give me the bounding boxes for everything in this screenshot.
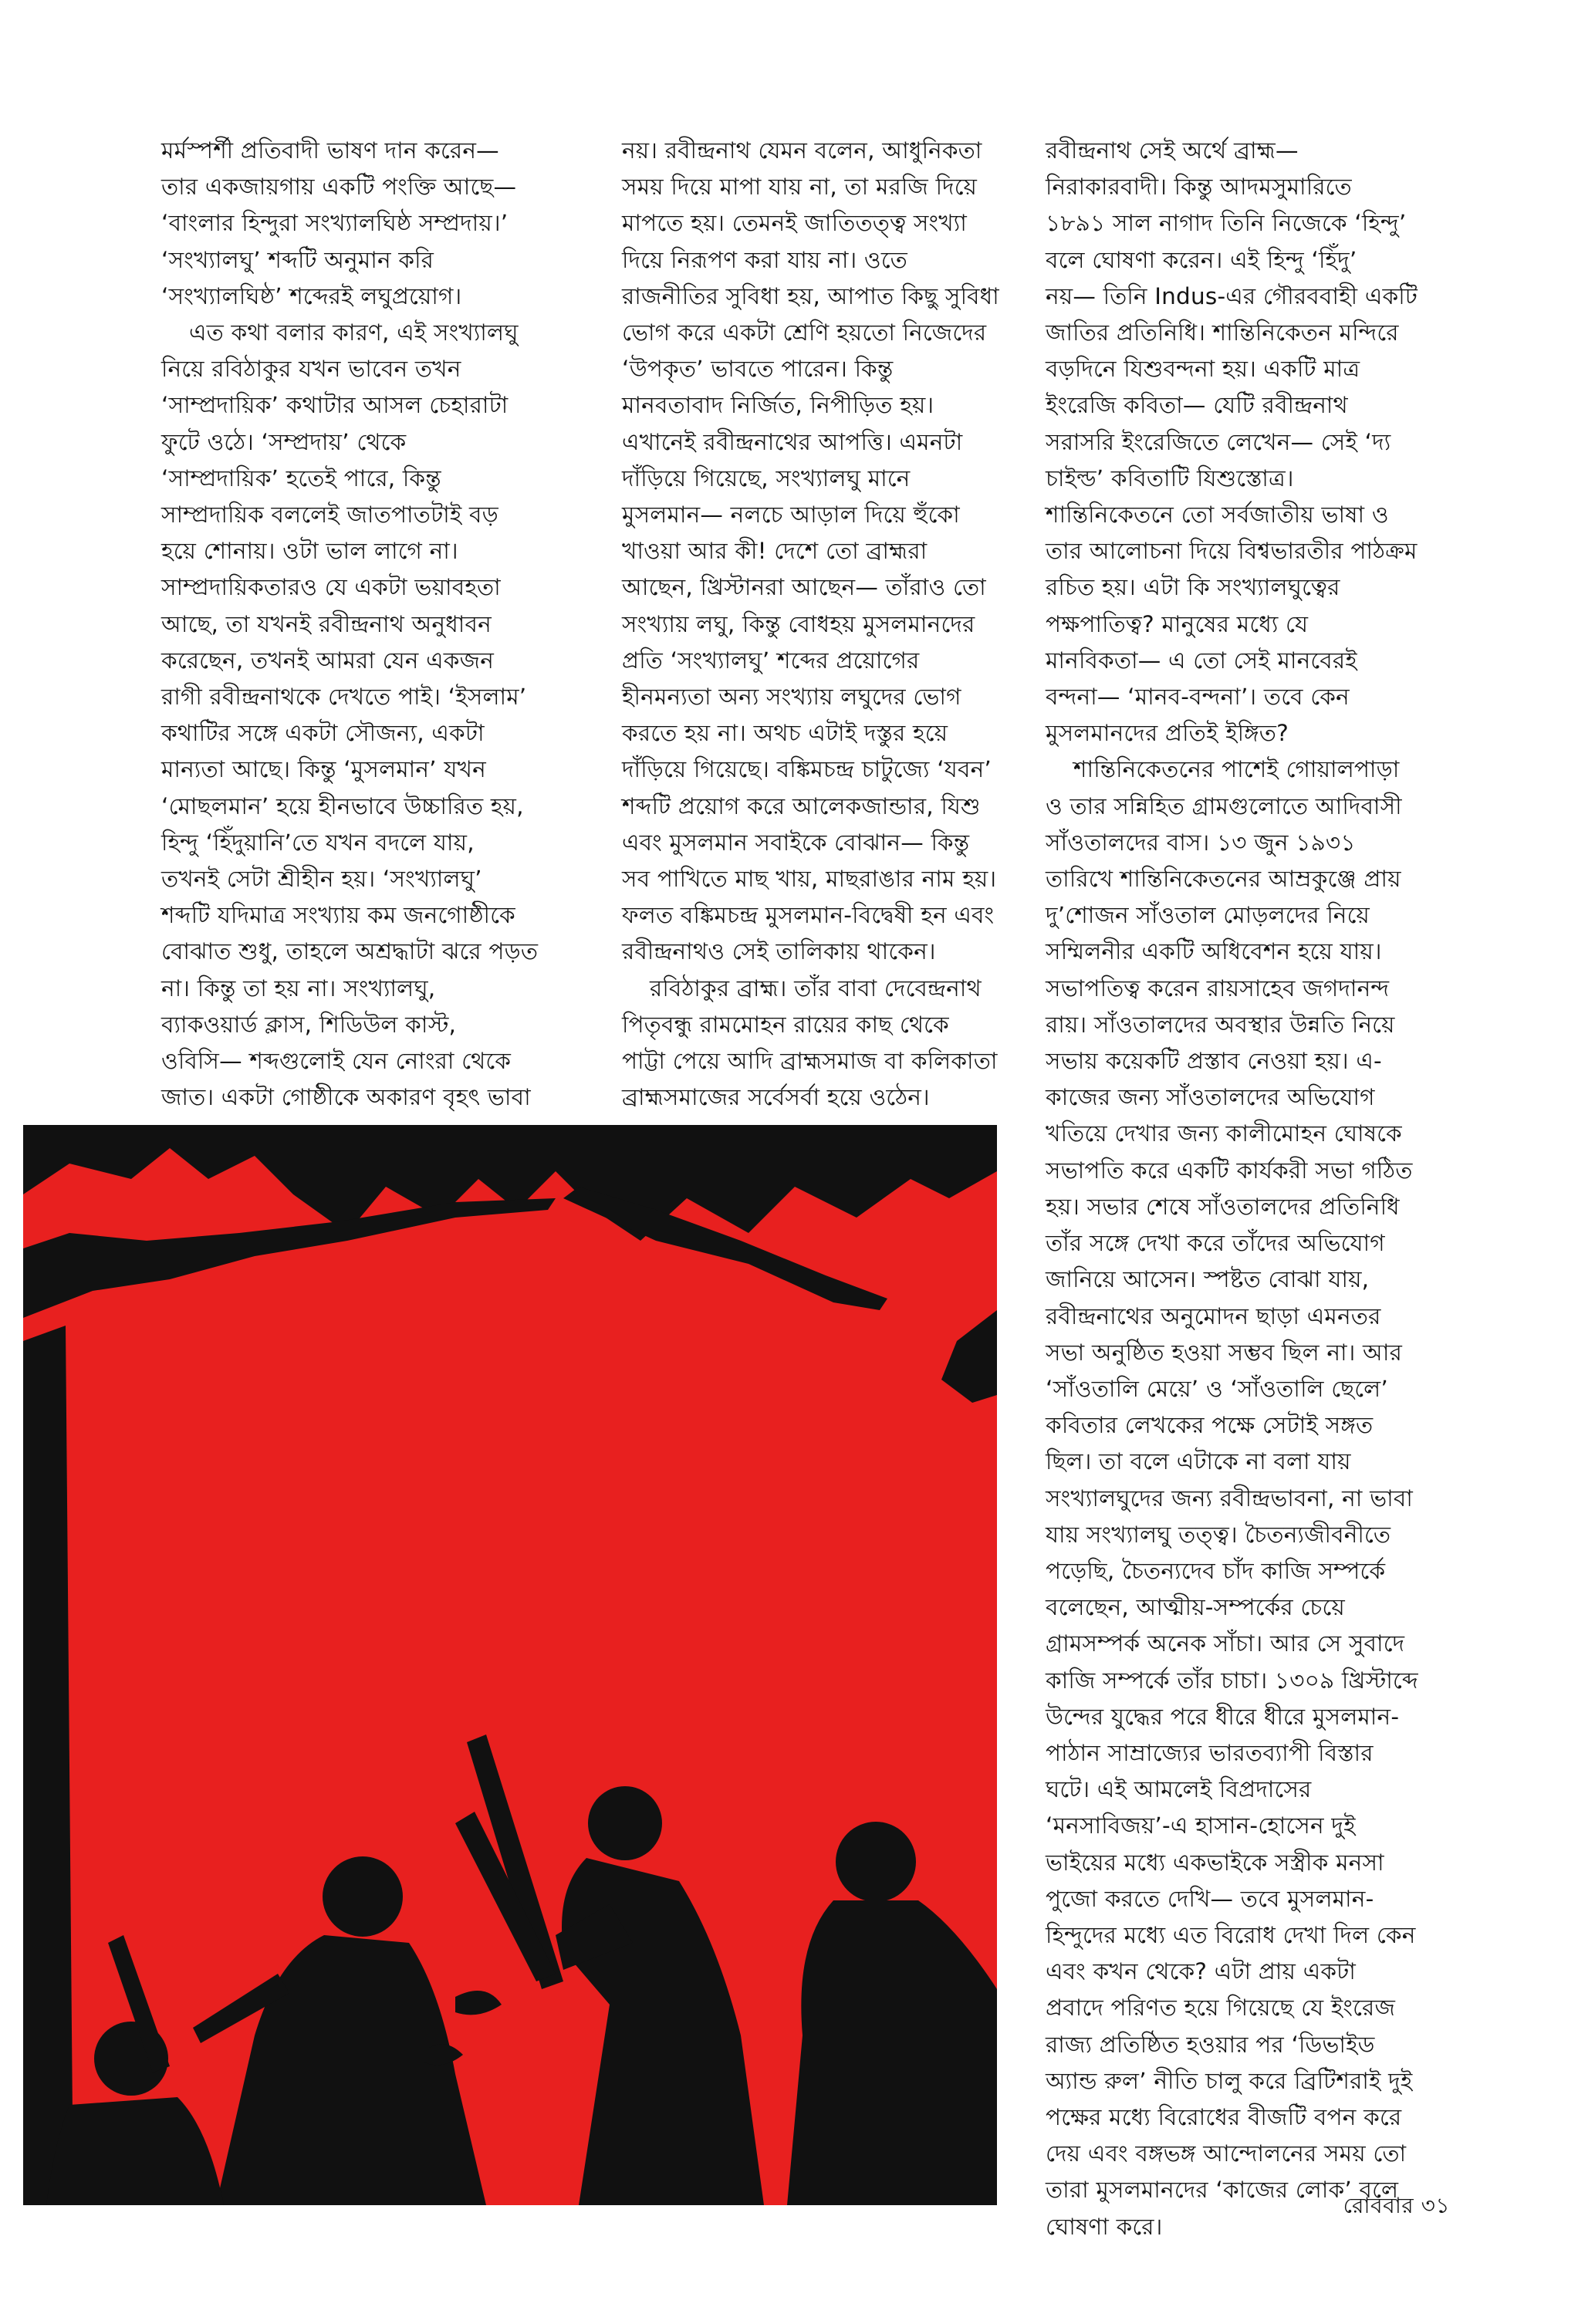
article-line: এবং মুসলমান সবাইকে বোঝান— কিন্তু	[622, 829, 970, 856]
article-column-3	[1046, 133, 1447, 2245]
article-line: সম্মিলনীর একটি অধিবেশন হয়ে যায়।	[1046, 938, 1382, 965]
article-line: নয়। রবীন্দ্রনাথ যেমন বলেন, আধুনিকতা	[622, 137, 982, 164]
article-line: দাঁড়িয়ে গিয়েছে, সংখ্যালঘু মানে	[622, 464, 911, 491]
article-line: দেয় এবং বঙ্গভঙ্গ আন্দোলনের সময় তো	[1046, 2140, 1407, 2167]
article-line: ব্রাহ্মসমাজের সর্বেসর্বা হয়ে ওঠেন।	[622, 1084, 930, 1111]
article-line: পাট্টা পেয়ে আদি ব্রাহ্মসমাজ বা কলিকাতা	[622, 1048, 998, 1075]
article-line: পক্ষপাতিত্ব? মানুষের মধ্যে যে	[1046, 610, 1309, 637]
article-line: সাম্প্রদায়িকতারও যে একটা ভয়াবহতা	[161, 574, 501, 601]
article-line: রাগী রবীন্দ্রনাথকে দেখতে পাই। ‘ইসলাম’	[161, 684, 527, 711]
article-line: কবিতার লেখকের পক্ষে সেটাই সঙ্গত	[1046, 1412, 1374, 1439]
crowd-illustration	[23, 1125, 997, 2205]
article-line: ইংরেজি কবিতা— যেটি রবীন্দ্রনাথ	[1046, 392, 1348, 419]
article-line: হয়ে শোনায়। ওটা ভাল লাগে না।	[161, 538, 458, 565]
article-line: বোঝাত শুধু, তাহলে অশ্রদ্ধাটা ঝরে পড়ত	[161, 938, 539, 965]
article-line: ‘সাঁওতালি মেয়ে’ ও ‘সাঁওতালি ছেলে’	[1046, 1375, 1388, 1402]
article-line: সভাপতি করে একটি কার্যকরী সভা গঠিত	[1046, 1157, 1413, 1184]
article-line: রবিঠাকুর ব্রাহ্ম। তাঁর বাবা দেবেন্দ্রনাথ	[650, 975, 982, 1002]
article-line: ভাইয়ের মধ্যে একভাইকে সস্ত্রীক মনসা	[1046, 1849, 1384, 1876]
article-line: হয়। সভার শেষে সাঁওতালদের প্রতিনিধি	[1046, 1193, 1400, 1220]
article-line: পক্ষের মধ্যে বিরোধের বীজটি বপন করে	[1046, 2103, 1402, 2130]
article-line: রাজ্য প্রতিষ্ঠিত হওয়ার পর ‘ডিভাইড	[1046, 2031, 1375, 2058]
article-line: ব্যাকওয়ার্ড ক্লাস, শিডিউল কাস্ট,	[161, 1011, 457, 1038]
article-line: খতিয়ে দেখার জন্য কালীমোহন ঘোষকে	[1046, 1120, 1402, 1147]
article-line: শব্দটি প্রয়োগ করে আলেকজান্ডার, যিশু	[622, 792, 981, 819]
article-line: তার আলোচনা দিয়ে বিশ্বভারতীর পাঠক্রম	[1046, 538, 1418, 565]
article-line: ‘সংখ্যালঘিষ্ঠ’ শব্দেরই লঘুপ্রয়োগ।	[161, 282, 462, 309]
article-line: হিন্দুদের মধ্যে এত বিরোধ দেখা দিল কেন	[1046, 1921, 1416, 1948]
article-line: সভা অনুষ্ঠিত হওয়া সম্ভব ছিল না। আর	[1046, 1339, 1403, 1366]
article-line: ভোগ করে একটা শ্রেণি হয়তো নিজেদের	[622, 319, 987, 346]
article-line: এখানেই রবীন্দ্রনাথের আপত্তি। এমনটা	[622, 428, 963, 455]
article-line: ‘সংখ্যালঘু’ শব্দটি অনুমান করি	[161, 246, 434, 273]
article-line: মুসলমান— নলচে আড়াল দিয়ে হুঁকো	[622, 502, 960, 529]
article-line: পিতৃবন্ধু রামমোহন রায়ের কাছ থেকে	[622, 1011, 949, 1038]
article-line: সরাসরি ইংরেজিতে লেখেন— সেই ‘দ্য	[1046, 428, 1391, 455]
article-line: জানিয়ে আসেন। স্পষ্টত বোঝা যায়,	[1046, 1266, 1370, 1293]
article-line: ফুটে ওঠে। ‘সম্প্রদায়’ থেকে	[161, 428, 407, 455]
article-line: আছে, তা যখনই রবীন্দ্রনাথ অনুধাবন	[161, 610, 492, 637]
article-line: প্রতি ‘সংখ্যালঘু’ শব্দের প্রয়োগের	[622, 647, 920, 674]
article-line: জাত। একটা গোষ্ঠীকে অকারণ বৃহৎ ভাবা	[161, 1084, 531, 1111]
article-line: নয়— তিনি Indus-এর গৌরববাহী একটি	[1046, 282, 1418, 309]
article-line: ‘মনসাবিজয়’-এ হাসান-হোসেন দুই	[1046, 1812, 1356, 1839]
article-line: মান্যতা আছে। কিন্তু ‘মুসলমান’ যখন	[161, 756, 486, 783]
article-line: বলে ঘোষণা করেন। এই হিন্দু ‘হিঁদু’	[1046, 246, 1357, 273]
article-line: ফলত বঙ্কিমচন্দ্র মুসলমান-বিদ্বেষী হন এবং	[622, 902, 995, 929]
article-line: হিন্দু ‘হিঁদুয়ানি’তে যখন বদলে যায়,	[161, 829, 475, 856]
article-line: কাজি সম্পর্কে তাঁর চাচা। ১৩০৯ খ্রিস্টাব্দে	[1046, 1667, 1418, 1694]
article-line: সাঁওতালদের বাস। ১৩ জুন ১৯৩১	[1046, 829, 1356, 856]
article-line: রবীন্দ্রনাথও সেই তালিকায় থাকেন।	[622, 938, 936, 965]
article-line: গ্রামসম্পর্ক অনেক সাঁচা। আর সে সুবাদে	[1046, 1630, 1405, 1657]
article-line: মানবিকতা— এ তো সেই মানবেরই	[1046, 647, 1357, 674]
article-line: মাপতে হয়। তেমনই জাতিতত্ত্ব সংখ্যা	[622, 210, 967, 237]
article-line: রবীন্দ্রনাথ সেই অর্থে ব্রাহ্ম—	[1046, 137, 1299, 164]
article-line: আছেন, খ্রিস্টানরা আছেন— তাঁরাও তো	[622, 574, 986, 601]
article-line: করেছেন, তখনই আমরা যেন একজন	[161, 647, 495, 674]
article-line: বড়দিনে যিশুবন্দনা হয়। একটি মাত্র	[1046, 356, 1360, 383]
article-line: ‘সাম্প্রদায়িক’ কথাটার আসল চেহারাটা	[161, 392, 509, 419]
article-line: সব পাখিতে মাছ খায়, মাছরাঙার নাম হয়।	[622, 866, 997, 893]
article-line: না। কিন্তু তা হয় না। সংখ্যালঘু,	[161, 975, 436, 1002]
article-line: মুসলমানদের প্রতিই ইঙ্গিত?	[1046, 720, 1289, 747]
article-line: তাঁর সঙ্গে দেখা করে তাঁদের অভিযোগ	[1046, 1230, 1385, 1257]
article-line: কথাটির সঙ্গে একটা সৌজন্য, একটা	[161, 720, 485, 747]
article-line: সভায় কয়েকটি প্রস্তাব নেওয়া হয়। এ-	[1046, 1048, 1382, 1075]
article-line: তখনই সেটা শ্রীহীন হয়। ‘সংখ্যালঘু’	[161, 866, 482, 893]
page-folio: রোববার ৩১	[1343, 2193, 1450, 2218]
article-line: রচিত হয়। এটা কি সংখ্যালঘুত্বের	[1046, 574, 1340, 601]
article-line: পাঠান সাম্রাজ্যের ভারতব্যাপী বিস্তার	[1046, 1739, 1374, 1766]
article-line: ‘সাম্প্রদায়িক’ হতেই পারে, কিন্তু	[161, 464, 441, 491]
article-line: করতে হয় না। অথচ এটাই দস্তুর হয়ে	[622, 720, 948, 747]
article-line: বলেছেন, আত্মীয়-সম্পর্কের চেয়ে	[1046, 1594, 1345, 1621]
article-line: ১৮৯১ সাল নাগাদ তিনি নিজেকে ‘হিন্দু’	[1046, 210, 1407, 237]
article-line: ছিল। তা বলে এটাকে না বলা যায়	[1046, 1448, 1351, 1475]
article-line: ঘটে। এই আমলেই বিপ্রদাসের	[1046, 1776, 1312, 1803]
article-line: পুজো করতে দেখি— তবে মুসলমান-	[1046, 1885, 1374, 1912]
article-line: নিয়ে রবিঠাকুর যখন ভাবেন তখন	[161, 356, 461, 383]
article-line: জাতির প্রতিনিধি। শান্তিনিকেতন মন্দিরে	[1046, 319, 1399, 346]
article-line: মানবতাবাদ নির্জিত, নিপীড়িত হয়।	[622, 392, 934, 419]
article-line: চাইল্ড’ কবিতাটি যিশুস্তোত্র।	[1046, 464, 1294, 491]
article-line: শান্তিনিকেতনে তো সর্বজাতীয় ভাষা ও	[1046, 502, 1389, 529]
article-line: তার একজায়গায় একটি পংক্তি আছে—	[161, 174, 517, 201]
article-line: দিয়ে নিরূপণ করা যায় না। ওতে	[622, 246, 908, 273]
article-line: ওবিসি— শব্দগুলোই যেন নোংরা থেকে	[161, 1048, 512, 1075]
article-line: সভাপতিত্ব করেন রায়সাহেব জগদানন্দ	[1046, 975, 1390, 1002]
article-line: ‘বাংলার হিন্দুরা সংখ্যালঘিষ্ঠ সম্প্রদায়।’	[161, 210, 509, 237]
article-line: উন্দের যুদ্ধের পরে ধীরে ধীরে মুসলমান-	[1046, 1703, 1400, 1730]
article-line: শান্তিনিকেতনের পাশেই গোয়ালপাড়া	[1073, 756, 1400, 783]
article-line: কাজের জন্য সাঁওতালদের অভিযোগ	[1046, 1084, 1375, 1111]
article-line: নিরাকারবাদী। কিন্তু আদমসুমারিতে	[1046, 174, 1352, 201]
article-line: দু’শোজন সাঁওতাল মোড়লদের নিয়ে	[1046, 902, 1370, 929]
article-line: মর্মস্পর্শী প্রতিবাদী ভাষণ দান করেন—	[161, 137, 499, 164]
article-line: তারা মুসলমানদের ‘কাজের লোক’ বলে	[1046, 2177, 1399, 2204]
article-line: সময় দিয়ে মাপা যায় না, তা মরজি দিয়ে	[622, 174, 978, 201]
article-line: প্রবাদে পরিণত হয়ে গিয়েছে যে ইংরেজ	[1046, 1995, 1396, 2022]
article-line: রায়। সাঁওতালদের অবস্থার উন্নতি নিয়ে	[1046, 1011, 1395, 1038]
article-column-1	[161, 133, 563, 1116]
article-line: সাম্প্রদায়িক বললেই জাতপাতটাই বড়	[161, 502, 498, 529]
article-line: তারিখে শান্তিনিকেতনের আম্রকুঞ্জে প্রায়	[1046, 866, 1401, 893]
article-column-2	[622, 133, 1023, 1116]
article-line: ঘোষণা করে।	[1046, 2213, 1163, 2240]
article-line: এবং কখন থেকে? এটা প্রায় একটা	[1046, 1958, 1357, 1985]
article-line: ‘উপকৃত’ ভাবতে পারেন। কিন্তু	[622, 356, 894, 383]
article-line: শব্দটি যদিমাত্র সংখ্যায় কম জনগোষ্ঠীকে	[161, 902, 515, 929]
article-line: রবীন্দ্রনাথের অনুমোদন ছাড়া এমনতর	[1046, 1302, 1381, 1329]
article-line: বন্দনা— ‘মানব-বন্দনা’। তবে কেন	[1046, 684, 1350, 711]
article-line: রাজনীতির সুবিধা হয়, আপাত কিছু সুবিধা	[622, 282, 999, 309]
article-line: ও তার সন্নিহিত গ্রামগুলোতে আদিবাসী	[1046, 792, 1402, 819]
article-line: হীনমন্যতা অন্য সংখ্যায় লঘুদের ভোগ	[622, 684, 961, 711]
article-line: সংখ্যালঘুদের জন্য রবীন্দ্রভাবনা, না ভাবা	[1046, 1485, 1414, 1512]
article-line: দাঁড়িয়ে গিয়েছে। বঙ্কিমচন্দ্র চাটুজ্যে ‘যবন’	[622, 756, 992, 783]
article-line: খাওয়া আর কী! দেশে তো ব্রাহ্মরা	[622, 538, 928, 565]
article-line: অ্যান্ড রুল’ নীতি চালু করে ব্রিটিশরাই দুই	[1046, 2067, 1413, 2094]
article-line: যায় সংখ্যালঘু তত্ত্ব। চৈতন্যজীবনীতে	[1046, 1521, 1391, 1548]
article-line: এত কথা বলার কারণ, এই সংখ্যালঘু	[189, 319, 519, 346]
article-line: সংখ্যায় লঘু, কিন্তু বোধহয় মুসলমানদের	[622, 610, 975, 637]
article-line: পড়েছি, চৈতন্যদেব চাঁদ কাজি সম্পর্কে	[1046, 1557, 1386, 1584]
article-line: ‘মোছলমান’ হয়ে হীনভাবে উচ্চারিত হয়,	[161, 792, 524, 819]
